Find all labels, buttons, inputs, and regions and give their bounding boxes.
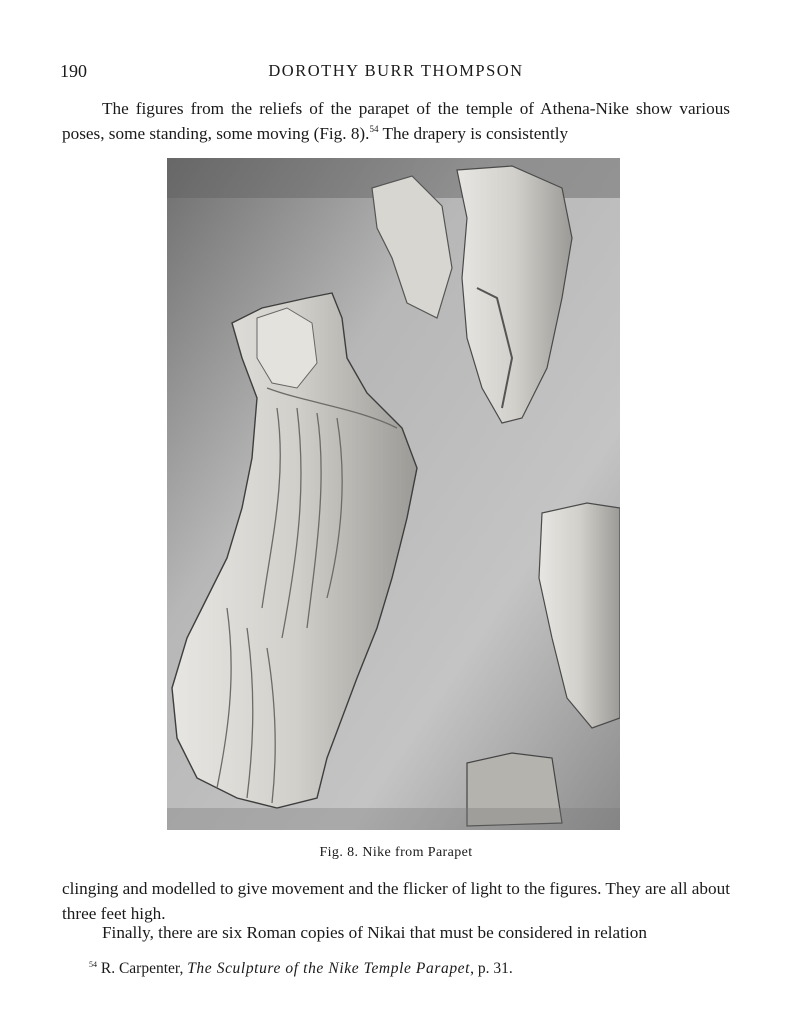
paragraph-1-tail: The drapery is consistently	[378, 124, 569, 143]
page-number: 190	[60, 61, 87, 81]
relief-sculpture-image	[167, 158, 620, 830]
paragraph-2: clinging and modelled to give movement and the flicker of light to the figures. They are all about three feet high.	[62, 879, 730, 923]
bottom-ledge	[167, 808, 620, 830]
footnote-author: R. Carpenter,	[97, 960, 188, 977]
footnote-pages: , p. 31.	[470, 960, 513, 977]
footnote-title: The Sculpture of the Nike Temple Parapet	[187, 960, 471, 977]
paragraph-1-text: The figures from the reliefs of the parapet of the temple of Athena-Nike show various poses, some standing, some moving (Fig. 8).	[62, 99, 730, 143]
footnote-number: 54	[89, 960, 97, 969]
footnote-reference: 54	[369, 124, 379, 134]
paragraph-1	[62, 96, 730, 146]
running-head: DOROTHY BURR THOMPSON	[268, 61, 524, 80]
nike-relief-photograph	[167, 158, 620, 830]
footnote	[89, 960, 513, 978]
figure-caption: Fig. 8. Nike from Parapet	[319, 845, 473, 860]
paragraph-3: Finally, there are six Roman copies of Nikai that must be considered in relation	[102, 923, 647, 942]
